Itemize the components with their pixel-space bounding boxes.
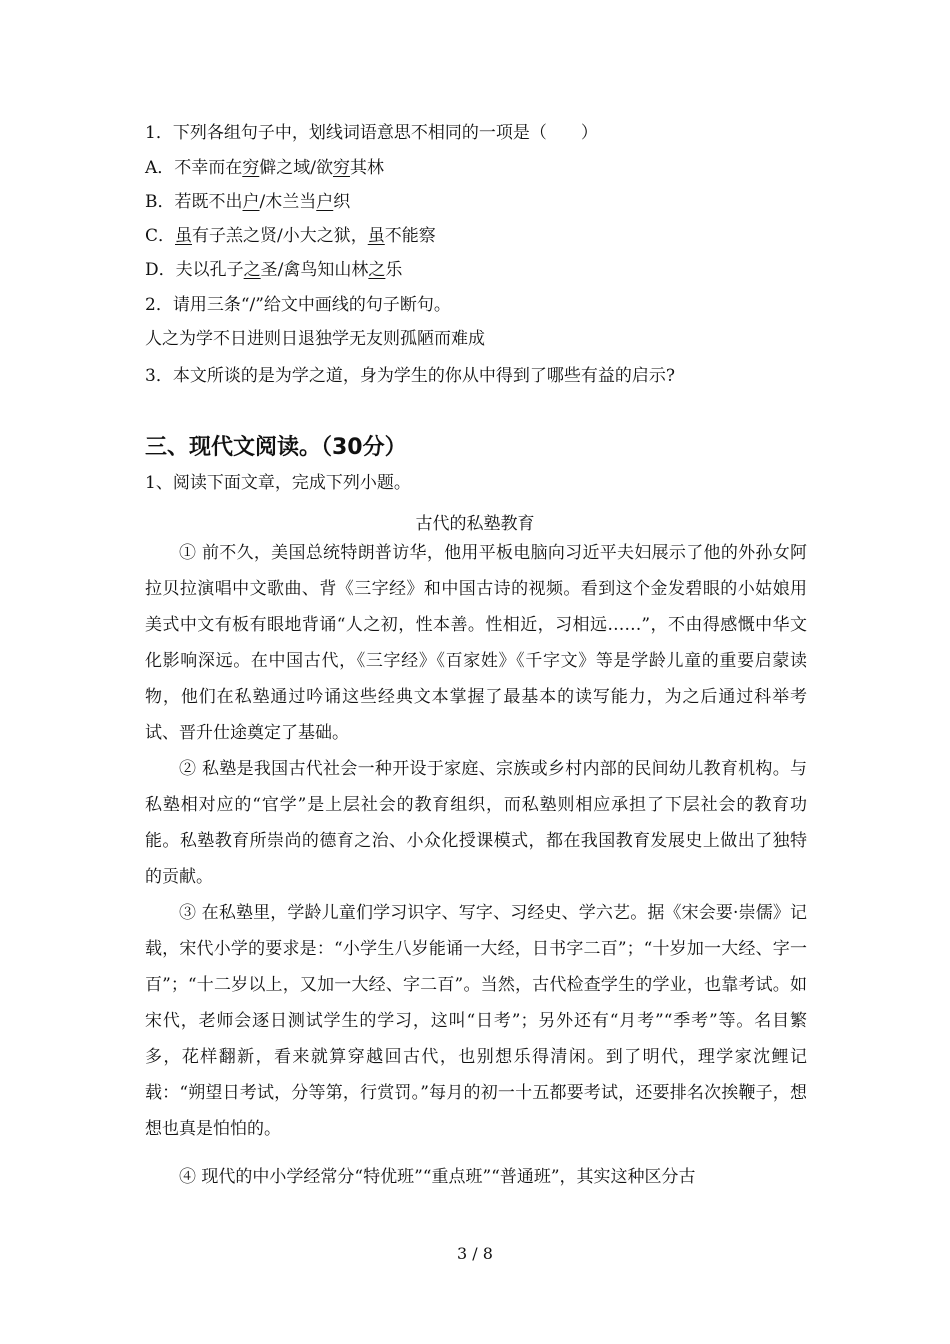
underlined-word: 虽 [367, 226, 385, 246]
page-number: 3 / 8 [457, 1244, 493, 1263]
article-title: 古代的私塾教育 [415, 514, 535, 534]
option-c: C．虽有子羔之贤/小大之狱，虽不能察 [145, 226, 436, 246]
underlined-word: 虽 [175, 226, 193, 246]
paragraph-4: ④ 现代的中小学经常分“特优班”“重点班”“普通班”，其实这种区分古 [179, 1167, 696, 1187]
question-2: 2．请用三条“/”给文中画线的句子断句。 [145, 295, 451, 315]
question-3: 3．本文所谈的是为学之道，身为学生的你从中得到了哪些有益的启示? [145, 366, 675, 386]
option-a: A．不幸而在穷僻之域/欲穷其林 [145, 158, 385, 178]
option-b: B．若既不出户/木兰当户织 [145, 192, 351, 212]
paragraph-2: ② 私塾是我国古代社会一种开设于家庭、宗族或乡村内部的民间幼儿教育机构。与私塾相对应的“官学”是上层社会的教育组织，而私塾则相应承担了下层社会的教育功能。私塾教育所崇尚的德育之治、小众化授课模式，都在我国教育发展史上做出了独特的贡献。 [145, 759, 807, 887]
underlined-word: 穷 [242, 158, 260, 178]
question-2-sentence: 人之为学不日进则日退独学无友则孤陋而难成 [145, 329, 485, 349]
section-heading: 三、现代文阅读。（30分） [145, 435, 407, 460]
underlined-word: 之 [368, 260, 386, 280]
underlined-word: 户 [242, 192, 260, 212]
section-intro: 1、阅读下面文章，完成下列小题。 [145, 473, 411, 493]
underlined-word: 穷 [333, 158, 351, 178]
underlined-word: 户 [316, 192, 334, 212]
question-1: 1．下列各组句子中，划线词语意思不相同的一项是（ ） [145, 123, 598, 143]
option-d: D．夫以孔子之圣/禽鸟知山林之乐 [145, 260, 403, 280]
paragraph-3: ③ 在私塾里，学龄儿童们学习识字、写字、习经史、学六艺。据《宋会要·崇儒》记载，宋代小学的要求是：“小学生八岁能诵一大经，日书字二百”；“十岁加一大经、字一百”；“十二岁以上，又加一大经、字二百”。当然，古代检查学生的学业，也靠考试。如宋代，老师会逐日测试学生的学习，这叫“日考”；另外还有“月考”“季考”等。名目繁多，花样翻新，看来就算穿越回古代，也别想乐得清闲。到了明代，理学家沈鲤记载：“朔望日考试，分等第，行赏罚。”每月的初一十五都要考试，还要排名次挨鞭子，想想也真是怕怕的。 [145, 903, 807, 1139]
underlined-word: 之 [243, 260, 261, 280]
paragraph-1: ① 前不久，美国总统特朗普访华，他用平板电脑向习近平夫妇展示了他的外孙女阿拉贝拉演唱中文歌曲、背《三字经》和中国古诗的视频。看到这个金发碧眼的小姑娘用美式中文有板有眼地背诵“人之初，性本善。性相近，习相远……”，不由得感慨中华文化影响深远。在中国古代，《三字经》《百家姓》《千字文》等是学龄儿童的重要启蒙读物，他们在私塾通过吟诵这些经典文本掌握了最基本的读写能力，为之后通过科举考试、晋升仕途奠定了基础。 [145, 543, 807, 743]
